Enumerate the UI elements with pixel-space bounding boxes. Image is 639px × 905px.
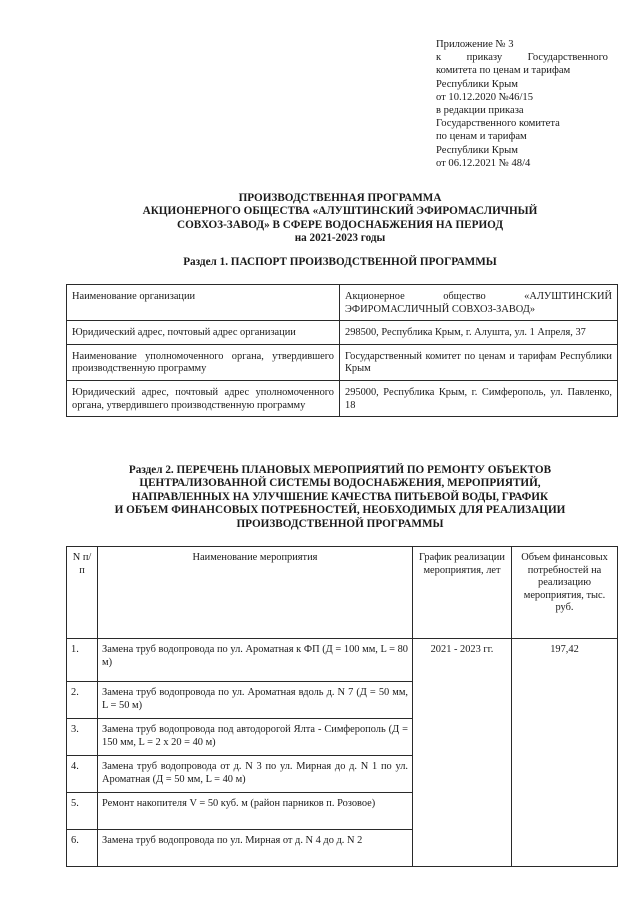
passport-label: Наименование уполномоченного органа, утвердившего производственную программу [67, 344, 340, 380]
passport-label: Наименование организации [67, 285, 340, 321]
passport-value: Государственный комитет по ценам и тарифам Республики Крым [340, 344, 618, 380]
passport-label: Юридический адрес, почтовый адрес организации [67, 321, 340, 345]
row-number: 2. [67, 682, 98, 719]
appendix-line: Республики Крым [436, 78, 518, 90]
passport-value: 298500, Республика Крым, г. Алушта, ул. 1 Апреля, 37 [340, 321, 618, 345]
appendix-header [436, 38, 608, 170]
row-number: 4. [67, 756, 98, 793]
table-row [67, 321, 618, 345]
column-header-name: Наименование мероприятия [98, 547, 413, 639]
event-name: Замена труб водопровода по ул. Ароматная вдоль д. N 7 (Д = 50 мм, L = 50 м) [98, 682, 413, 719]
row-number: 6. [67, 830, 98, 867]
table-row [67, 285, 618, 321]
appendix-line: Государственного комитета [436, 118, 560, 130]
appendix-line: от 10.12.2020 №46/15 [436, 91, 533, 103]
passport-label: Юридический адрес, почтовый адрес уполномоченного органа, утвердившего производственную программу [67, 380, 340, 416]
column-header-schedule: График реализации мероприятия, лет [413, 547, 512, 639]
row-number: 1. [67, 639, 98, 682]
section1-heading: Раздел 1. ПАСПОРТ ПРОИЗВОДСТВЕННОЙ ПРОГРАММЫ [183, 256, 497, 268]
passport-value: 295000, Республика Крым, г. Симферополь, ул. Павленко, 18 [340, 380, 618, 416]
section2-heading: Раздел 2. ПЕРЕЧЕНЬ ПЛАНОВЫХ МЕРОПРИЯТИЙ ПО РЕМОНТУ ОБЪЕКТОВ ЦЕНТРАЛИЗОВАННОЙ СИСТЕМЫ ВОДОСНАБЖЕНИЯ, МЕРОПРИЯТИЙ, НАПРАВЛЕННЫХ НА УЛУЧШЕНИЕ КАЧЕСТВА ПИТЬЕВОЙ ВОДЫ, ГРАФИК И ОБЪЕМ ФИНАНСОВЫХ ПОТРЕБНОСТЕЙ, НЕОБХОДИМЫХ ДЛЯ РЕАЛИЗАЦИИ ПРОИЗВОДСТВЕННОЙ ПРОГРАММЫ [114, 464, 566, 530]
passport-value: Акционерное общество «АЛУШТИНСКИЙ ЭФИРОМАСЛИЧНЫЙ СОВХОЗ-ЗАВОД» [340, 285, 618, 321]
table-row [67, 344, 618, 380]
appendix-line: к приказу Государственного [436, 52, 608, 64]
passport-table [66, 284, 618, 417]
table-header-row [67, 547, 618, 639]
document-title: ПРОИЗВОДСТВЕННАЯ ПРОГРАММА АКЦИОНЕРНОГО ОБЩЕСТВА «АЛУШТИНСКИЙ ЭФИРОМАСЛИЧНЫЙ СОВХОЗ-ЗАВОД» В СФЕРЕ ВОДОСНАБЖЕНИЯ НА ПЕРИОД на 2021-2023 годы [142, 192, 538, 245]
column-header-volume: Объем финансовых потребностей на реализацию мероприятия, тыс. руб. [512, 547, 618, 639]
event-name: Замена труб водопровода от д. N 3 по ул. Мирная до д. N 1 по ул. Ароматная (Д = 50 мм, L = 40 м) [98, 756, 413, 793]
appendix-line: Республики Крым [436, 144, 518, 156]
volume-cell: 197,42 [512, 639, 618, 867]
appendix-line: от 06.12.2021 № 48/4 [436, 157, 531, 169]
table-row [67, 380, 618, 416]
events-table [66, 546, 618, 867]
appendix-line: по ценам и тарифам [436, 131, 527, 143]
row-number: 3. [67, 719, 98, 756]
appendix-line: Приложение № 3 [436, 39, 514, 50]
event-name: Ремонт накопителя V = 50 куб. м (район парников п. Розовое) [98, 793, 413, 830]
event-name: Замена труб водопровода под автодорогой Ялта - Симферополь (Д = 150 мм, L = 2 x 20 = 40 м) [98, 719, 413, 756]
column-header-num: N п/п [67, 547, 98, 639]
table-row [67, 639, 618, 682]
row-number: 5. [67, 793, 98, 830]
appendix-line: в редакции приказа [436, 105, 524, 117]
event-name: Замена труб водопровода по ул. Мирная от д. N 4 до д. N 2 [98, 830, 413, 867]
event-name: Замена труб водопровода по ул. Ароматная к ФП (Д = 100 мм, L = 80 м) [98, 639, 413, 682]
schedule-cell: 2021 - 2023 гг. [413, 639, 512, 867]
appendix-line: комитета по ценам и тарифам [436, 65, 571, 77]
